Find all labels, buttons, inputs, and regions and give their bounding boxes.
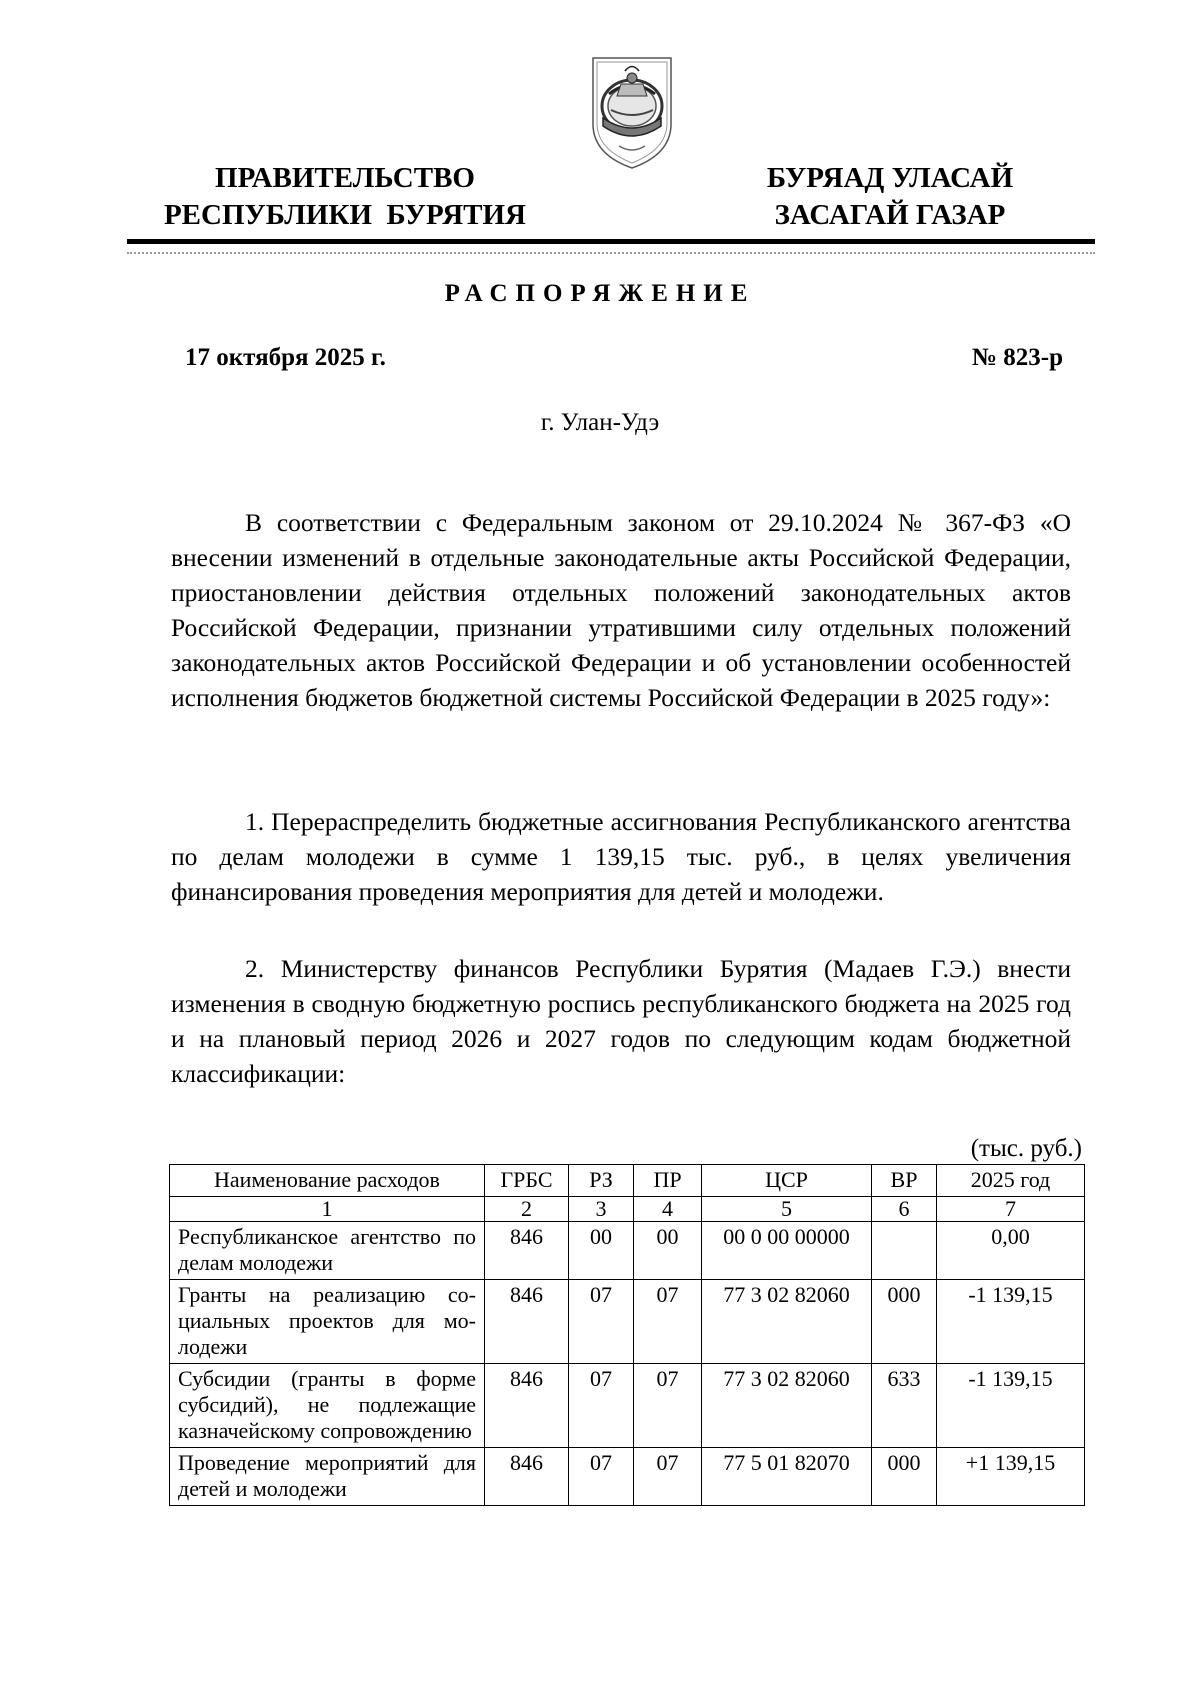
- row-csr: 77 3 02 82060: [702, 1364, 872, 1448]
- document-number: № 823-р: [971, 344, 1063, 371]
- row-name: Гранты на реализацию социальных проектов для молодежи: [170, 1280, 485, 1364]
- row-grbs: 846: [485, 1280, 569, 1364]
- header-left: [150, 160, 540, 234]
- row-vr: 000: [872, 1448, 937, 1506]
- column-number: 7: [937, 1197, 1085, 1222]
- item-2-paragraph: 2. Министерству финансов Республики Бурятия (Мадаев Г.Э.) внести изменения в сводную бюджетную роспись республиканского бюджета на 2025 год и на плановый период 2026 и 2027 годов по следующим кодам бюджетной классификации:: [171, 954, 1071, 1088]
- header-pr: ПР: [634, 1165, 702, 1197]
- row-csr: 77 3 02 82060: [702, 1280, 872, 1364]
- column-number: 4: [634, 1197, 702, 1222]
- column-number: 2: [485, 1197, 569, 1222]
- row-name: Проведение мероприятий для детей и молодежи: [170, 1448, 485, 1506]
- header-vr: ВР: [872, 1165, 937, 1197]
- row-amount: 0,00: [937, 1222, 1085, 1280]
- header-name: Наименование расходов: [170, 1165, 485, 1197]
- row-grbs: 846: [485, 1222, 569, 1280]
- header-right-line1: БУРЯАД УЛАСАЙ: [766, 162, 1014, 194]
- row-pr: 07: [634, 1448, 702, 1506]
- column-number: 1: [170, 1197, 485, 1222]
- row-amount: -1 139,15: [937, 1280, 1085, 1364]
- row-name: Субсидии (гранты в форме субсидий), не подлежащие казначейскому сопровождению: [170, 1364, 485, 1448]
- header-left-line2: РЕСПУБЛИКИ БУРЯТИЯ: [163, 199, 527, 231]
- item-1-paragraph: 1. Перераспределить бюджетные ассигнования Республиканского агентства по делам молодежи в сумме 1 139,15 тыс. руб., в целях увеличения финансирования проведения мероприятия для детей и молодежи.: [171, 807, 1071, 906]
- header-divider-thick: [127, 239, 1095, 244]
- header-grbs: ГРБС: [485, 1165, 569, 1197]
- row-amount: +1 139,15: [937, 1448, 1085, 1506]
- header-divider-thin: [127, 252, 1095, 254]
- header-rz: РЗ: [569, 1165, 634, 1197]
- row-vr: [872, 1222, 937, 1280]
- header-right-line2: ЗАСАГАЙ ГАЗАР: [774, 199, 1006, 231]
- row-csr: 00 0 00 00000: [702, 1222, 872, 1280]
- coat-of-arms-icon: [589, 54, 675, 172]
- document-date: 17 октября 2025 г.: [185, 344, 386, 371]
- row-vr: 633: [872, 1364, 937, 1448]
- header-amount: 2025 год: [937, 1165, 1085, 1197]
- row-rz: 00: [569, 1222, 634, 1280]
- row-name: Республиканское агентство по делам молодежи: [170, 1222, 485, 1280]
- row-rz: 07: [569, 1280, 634, 1364]
- row-rz: 07: [569, 1448, 634, 1506]
- table-units: (тыс. руб.): [970, 1135, 1082, 1162]
- row-grbs: 846: [485, 1448, 569, 1506]
- document-city: г. Улан-Удэ: [540, 409, 660, 436]
- column-number: 3: [569, 1197, 634, 1222]
- row-pr: 00: [634, 1222, 702, 1280]
- row-vr: 000: [872, 1280, 937, 1364]
- header-right: [720, 160, 1060, 234]
- header-left-line1: ПРАВИТЕЛЬСТВО: [215, 162, 475, 194]
- table-row: [170, 1280, 1085, 1364]
- document-type: РАСПОРЯЖЕНИЕ: [444, 280, 756, 307]
- header-csr: ЦСР: [702, 1165, 872, 1197]
- preamble-paragraph: В соответствии с Федеральным законом от 29.10.2024 № 367-ФЗ «О внесении изменений в отдельные законодательные акты Российской Федерации, приостановлении действия отдельных положений законодательных актов Российской Федерации, признании утратившими силу отдельных положений законодательных актов Российской Федерации и об установлении особенностей исполнения бюджетов бюджетной системы Российской Федерации в 2025 году»:: [171, 508, 1071, 712]
- column-number-row: [170, 1197, 1085, 1222]
- row-rz: 07: [569, 1364, 634, 1448]
- row-csr: 77 5 01 82070: [702, 1448, 872, 1506]
- row-amount: -1 139,15: [937, 1364, 1085, 1448]
- budget-classification-table: [169, 1164, 1085, 1506]
- row-pr: 07: [634, 1364, 702, 1448]
- table-row: [170, 1364, 1085, 1448]
- table-header-row: [170, 1165, 1085, 1197]
- row-grbs: 846: [485, 1364, 569, 1448]
- column-number: 6: [872, 1197, 937, 1222]
- column-number: 5: [702, 1197, 872, 1222]
- table-row: [170, 1448, 1085, 1506]
- table-row: [170, 1222, 1085, 1280]
- row-pr: 07: [634, 1280, 702, 1364]
